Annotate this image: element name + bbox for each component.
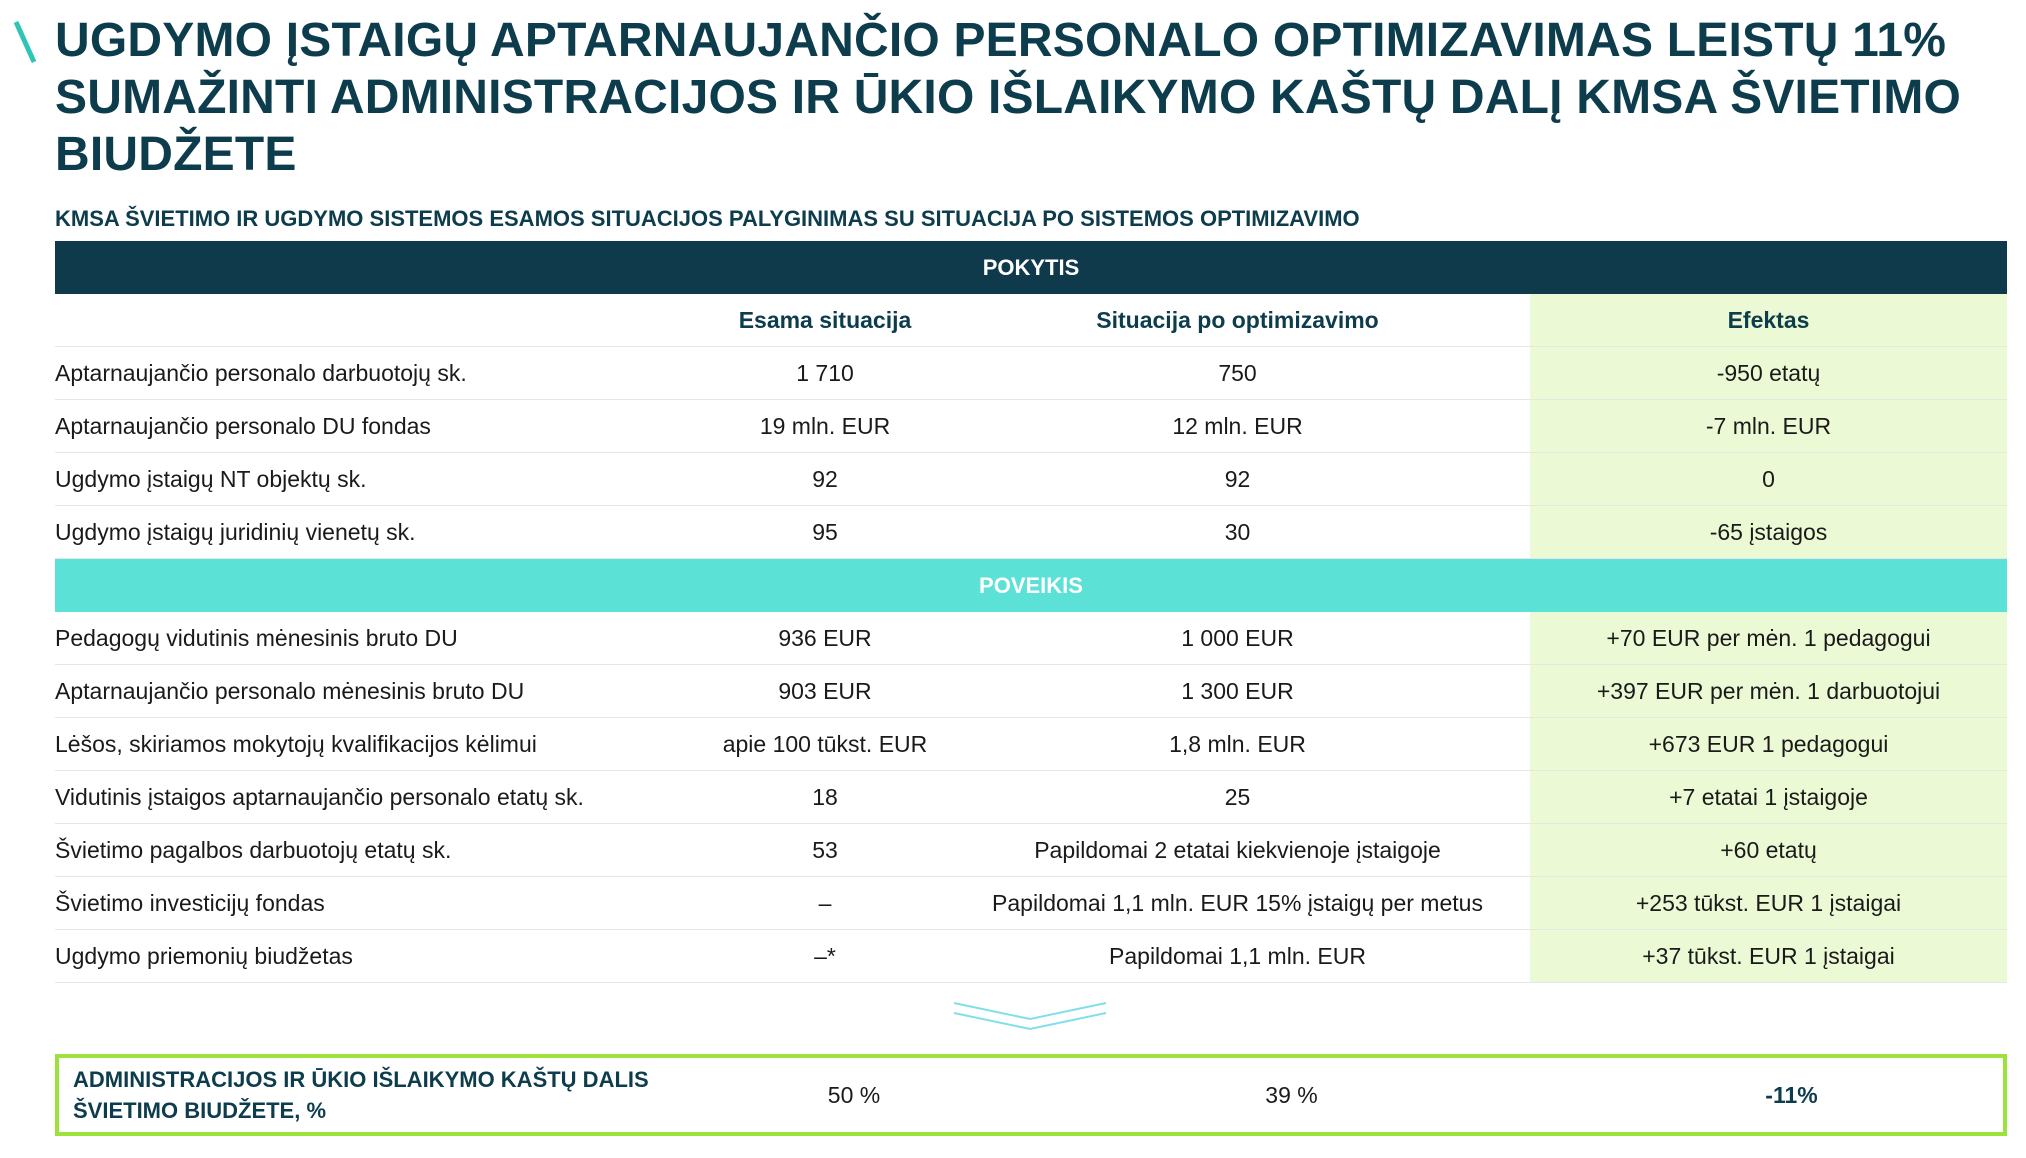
summary-box (55, 1054, 2007, 1136)
column-header-row (55, 294, 2007, 347)
column-header-after: Situacija po optimizavimo (1096, 306, 1379, 333)
column-header-empty (55, 294, 705, 346)
effect-value: +70 EUR per mėn. 1 pedagogui (1530, 612, 2007, 664)
effect-value: +7 etatai 1 įstaigoje (1530, 771, 2007, 823)
row-label: Aptarnaujančio personalo DU fondas (55, 412, 431, 439)
table-row (55, 347, 2007, 400)
effect-value: +673 EUR 1 pedagogui (1530, 718, 2007, 770)
after-value: 25 (1224, 783, 1251, 810)
table-row (55, 824, 2007, 877)
row-label: Švietimo investicijų fondas (55, 889, 325, 916)
summary-label-line1: ADMINISTRACIJOS IR ŪKIO IŠLAIKYMO KAŠTŲ DALIS (73, 1067, 649, 1092)
table-row (55, 718, 2007, 771)
page-title: UGDYMO ĮSTAIGŲ APTARNAUJANČIO PERSONALO OPTIMIZAVIMAS LEISTŲ 11% SUMAŽINTI ADMINISTRACIJOS IR ŪKIO IŠLAIKYMO KAŠTŲ DALĮ KMSA ŠVIETIMO BIUDŽETE (55, 14, 1962, 181)
table-subtitle: KMSA ŠVIETIMO IR UGDYMO SISTEMOS ESAMOS SITUACIJOS PALYGINIMAS SU SITUACIJA PO SISTEMOS OPTIMIZAVIMO (55, 206, 1360, 231)
current-value: 936 EUR (778, 624, 872, 651)
section-header-poveikis: POVEIKIS (55, 559, 2007, 612)
row-label: Pedagogų vidutinis mėnesinis bruto DU (55, 624, 458, 651)
after-value: 92 (1224, 465, 1251, 492)
comparison-table (55, 241, 2007, 983)
after-value: 30 (1224, 518, 1251, 545)
column-header-effect: Efektas (1530, 294, 2007, 346)
accent-slash-icon (12, 20, 38, 64)
table-row (55, 400, 2007, 453)
after-value: 1 000 EUR (1181, 624, 1294, 651)
table-row (55, 665, 2007, 718)
row-label: Ugdymo įstaigų NT objektų sk. (55, 465, 367, 492)
row-label: Ugdymo priemonių biudžetas (55, 942, 353, 969)
current-value: 95 (812, 518, 838, 545)
after-value: 750 (1218, 359, 1257, 386)
effect-value: +397 EUR per mėn. 1 darbuotojui (1530, 665, 2007, 717)
after-value: 1,8 mln. EUR (1169, 730, 1306, 757)
table-row (55, 506, 2007, 559)
after-value: 12 mln. EUR (1172, 412, 1303, 439)
effect-value: +253 tūkst. EUR 1 įstaigai (1530, 877, 2007, 929)
current-value: –* (814, 942, 836, 969)
effect-value: -7 mln. EUR (1530, 400, 2007, 452)
summary-label (59, 1064, 709, 1126)
table-row (55, 771, 2007, 824)
summary-current-value: 50 % (827, 1081, 881, 1108)
column-header-current: Esama situacija (738, 306, 912, 333)
table-row (55, 877, 2007, 930)
effect-value: +37 tūkst. EUR 1 įstaigai (1530, 930, 2007, 982)
effect-value: -950 etatų (1530, 347, 2007, 399)
after-value: 1 300 EUR (1181, 677, 1294, 704)
current-value: 92 (812, 465, 838, 492)
effect-value: -65 įstaigos (1530, 506, 2007, 558)
row-label: Aptarnaujančio personalo darbuotojų sk. (55, 359, 467, 386)
effect-value: +60 etatų (1530, 824, 2007, 876)
row-label: Ugdymo įstaigų juridinių vienetų sk. (55, 518, 416, 545)
row-label: Vidutinis įstaigos aptarnaujančio personalo etatų sk. (55, 783, 584, 810)
summary-after-value: 39 % (1265, 1081, 1318, 1108)
table-row (55, 612, 2007, 665)
after-value: Papildomai 2 etatai kiekvienoje įstaigoje (1034, 836, 1441, 863)
row-label: Aptarnaujančio personalo mėnesinis bruto DU (55, 677, 525, 704)
current-value: – (818, 889, 832, 916)
effect-value: 0 (1530, 453, 2007, 505)
after-value: Papildomai 1,1 mln. EUR 15% įstaigų per metus (992, 889, 1483, 916)
current-value: 53 (812, 836, 838, 863)
table-row (55, 453, 2007, 506)
current-value: 18 (812, 783, 838, 810)
row-label: Lėšos, skiriamos mokytojų kvalifikacijos kėlimui (55, 730, 537, 757)
current-value: 903 EUR (778, 677, 872, 704)
after-value: Papildomai 1,1 mln. EUR (1109, 942, 1366, 969)
row-label: Švietimo pagalbos darbuotojų etatų sk. (55, 836, 452, 863)
section-header-pokytis: POKYTIS (55, 241, 2007, 294)
table-row (55, 930, 2007, 983)
current-value: apie 100 tūkst. EUR (722, 730, 928, 757)
summary-label-line2: ŠVIETIMO BIUDŽETE, % (73, 1098, 327, 1123)
current-value: 19 mln. EUR (759, 412, 891, 439)
summary-effect-value: -11% (1765, 1081, 1818, 1108)
current-value: 1 710 (796, 359, 854, 386)
chevron-down-icon (952, 1000, 1108, 1032)
